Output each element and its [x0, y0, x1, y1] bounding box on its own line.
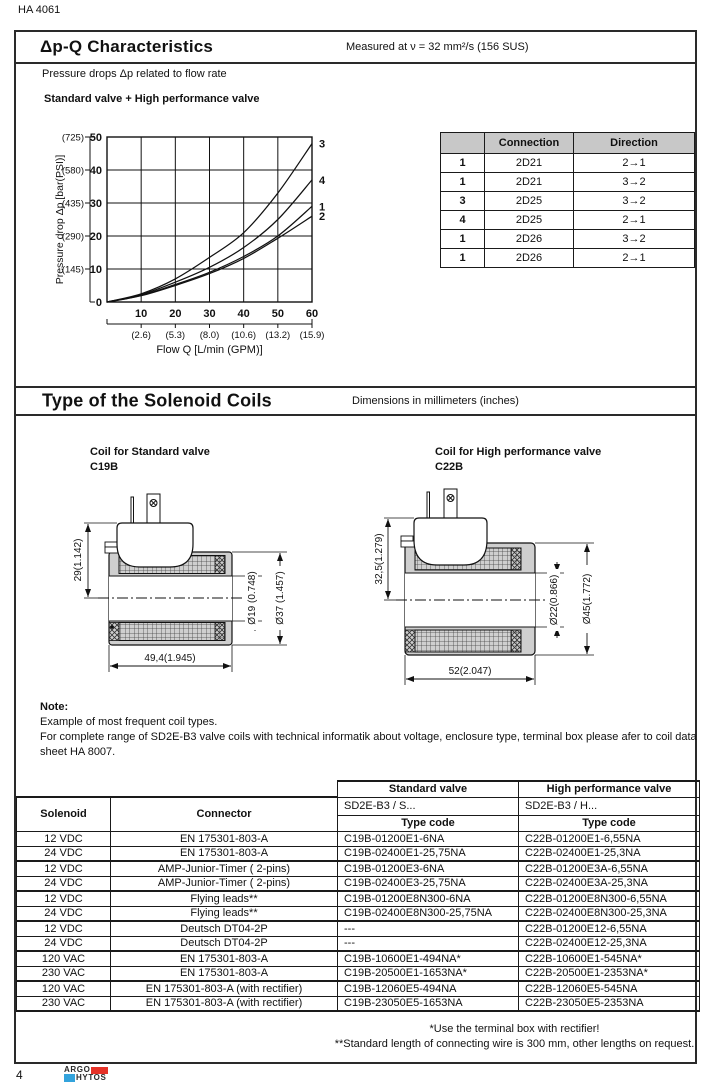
- table-cell: 1: [441, 230, 485, 249]
- page-number: 4: [16, 1068, 23, 1082]
- section1-title: Δp-Q Characteristics: [40, 37, 214, 56]
- svg-text:0: 0: [95, 297, 102, 309]
- table-cell: 3: [441, 192, 485, 211]
- table-row: [17, 891, 700, 906]
- logo-argo-text: ARGO: [64, 1065, 91, 1074]
- coil-standard-drawing: [62, 480, 362, 705]
- table-cell: Type code: [519, 815, 700, 831]
- logo-hytos-text: HYTOS: [76, 1073, 107, 1082]
- table-cell: C22B-20500E1-2353NA*: [519, 966, 700, 981]
- type-prefix-header: SD2E-B3 / S...: [338, 797, 519, 815]
- table-cell: C19B-10600E1-494NA*: [338, 951, 519, 966]
- table-cell: 2D26: [485, 230, 574, 249]
- table-cell: 24 VDC: [17, 846, 111, 861]
- svg-text:60: 60: [305, 308, 319, 320]
- connection-direction-table: [440, 132, 695, 268]
- table-cell: AMP-Junior-Timer ( 2-pins): [111, 876, 338, 891]
- dim-label-inner-dia: Ø22(0.866): [549, 574, 560, 626]
- coil-pin: [131, 497, 134, 524]
- table-cell: C22B-01200E12-6,55NA: [519, 921, 700, 936]
- argo-hytos-logo: [64, 1066, 108, 1082]
- coil-terminal: [444, 489, 457, 520]
- winding-bottom: [415, 630, 521, 652]
- footnote-2: **Standard length of connecting wire is 300 mm, other lengths on request.: [334, 1038, 695, 1050]
- svg-text:30: 30: [89, 198, 102, 210]
- footnotes: [316, 1022, 711, 1052]
- svg-text:30: 30: [203, 308, 216, 320]
- table-cell: C19B-01200E3-6NA: [338, 861, 519, 876]
- page-frame: [14, 30, 697, 1064]
- table-cell: 2D21: [485, 154, 574, 173]
- section1-subtitle: Measured at ν = 32 mm²/s (156 SUS): [346, 41, 529, 53]
- dim-label-length: 49,4(1.945): [144, 653, 196, 664]
- table-cell: C22B-02400E8N300-25,3NA: [519, 906, 700, 921]
- table-cell: EN 175301-803-A: [111, 966, 338, 981]
- column-header: Connector: [111, 797, 338, 831]
- table-cell: ---: [338, 936, 519, 951]
- table-cell: 120 VAC: [17, 981, 111, 996]
- intro-text: Pressure drops Δp related to flow rate: [42, 68, 227, 80]
- table-cell: C22B-02400E3A-25,3NA: [519, 876, 700, 891]
- note-block: [40, 700, 700, 760]
- table-row: [17, 936, 700, 951]
- svg-text:(145): (145): [61, 264, 84, 276]
- dim-label-length: 52(2.047): [448, 666, 492, 677]
- table-row: [441, 211, 695, 230]
- table-cell: EN 175301-803-A: [111, 951, 338, 966]
- svg-text:Pressure drop Δp [bar(PSI)]: Pressure drop Δp [bar(PSI)]: [54, 154, 66, 285]
- table-cell: C19B-02400E1-25,75NA: [338, 846, 519, 861]
- table-cell: C22B-12060E5-545NA: [519, 981, 700, 996]
- svg-text:(8.0): (8.0): [199, 330, 220, 341]
- table-cell: AMP-Junior-Timer ( 2-pins): [111, 861, 338, 876]
- table-cell: C22B-02400E1-25,3NA: [519, 846, 700, 861]
- coil-standard-caption: [90, 445, 210, 475]
- coil-bore: [109, 576, 232, 621]
- table-cell: Type code: [338, 815, 519, 831]
- svg-text:(5.3): (5.3): [165, 330, 186, 341]
- table-cell: 230 VAC: [17, 966, 111, 981]
- table-row: [17, 831, 700, 846]
- connection-table-header: Connection: [485, 133, 574, 154]
- table-row: [441, 192, 695, 211]
- table-row: [17, 981, 700, 996]
- connection-table-header: [441, 133, 485, 154]
- table-row: [441, 154, 695, 173]
- table-cell: C22B-01200E1-6,55NA: [519, 831, 700, 846]
- coil-pin: [427, 492, 430, 520]
- svg-text:10: 10: [135, 308, 148, 320]
- table-cell: 3→2: [574, 173, 695, 192]
- table-cell: 24 VDC: [17, 936, 111, 951]
- note-line1: Example of most frequent coil types.: [40, 716, 218, 728]
- dim-label-inner-dia: Ø19 (0.748): [247, 571, 258, 625]
- section-band-dpq: [16, 32, 695, 64]
- table-cell: ---: [338, 921, 519, 936]
- table-cell: 120 VAC: [17, 951, 111, 966]
- dim-label-outer-dia: Ø45(1.772): [582, 573, 593, 625]
- svg-text:20: 20: [169, 308, 182, 320]
- table-row: [17, 876, 700, 891]
- section2-subtitle: Dimensions in millimeters (inches): [352, 395, 519, 407]
- svg-text:(10.6): (10.6): [231, 330, 257, 341]
- logo-blue-block: [64, 1074, 75, 1082]
- table-row: [17, 861, 700, 876]
- table-cell: 12 VDC: [17, 831, 111, 846]
- coil-terminal: [147, 494, 160, 524]
- table-row: [17, 966, 700, 981]
- table-row: [441, 230, 695, 249]
- table-cell: 4: [441, 211, 485, 230]
- svg-text:1: 1: [319, 201, 326, 214]
- table-cell: 2D21: [485, 173, 574, 192]
- svg-text:(725): (725): [61, 132, 84, 144]
- table-cell: C19B-02400E3-25,75NA: [338, 876, 519, 891]
- table-cell: 24 VDC: [17, 876, 111, 891]
- table-row: [17, 797, 700, 815]
- chart-heading: Standard valve + High performance valve: [44, 93, 260, 105]
- table-cell: Deutsch DT04-2P: [111, 921, 338, 936]
- table-cell: 2→1: [574, 154, 695, 173]
- table-cell: 3→2: [574, 230, 695, 249]
- connection-table-header: Direction: [574, 133, 695, 154]
- coil-standard-caption-text: Coil for Standard valve: [90, 446, 210, 458]
- svg-text:3: 3: [319, 138, 326, 151]
- connection-table-header-row: [441, 133, 695, 154]
- table-cell: C22B-23050E5-2353NA: [519, 996, 700, 1011]
- dim-label-outer-dia: Ø37 (1.457): [275, 571, 286, 625]
- table-cell: C19B-20500E1-1653NA*: [338, 966, 519, 981]
- coil-high-caption-text: Coil for High performance valve: [435, 446, 602, 458]
- doc-number: HA 4061: [18, 4, 61, 16]
- table-cell: C19B-23050E5-1653NA: [338, 996, 519, 1011]
- table-cell: C19B-01200E8N300-6NA: [338, 891, 519, 906]
- table-cell: 2D25: [485, 211, 574, 230]
- svg-text:50: 50: [271, 308, 284, 320]
- valve-group-header: High performance valve: [519, 781, 700, 797]
- svg-text:(2.6): (2.6): [131, 330, 151, 341]
- svg-text:20: 20: [89, 231, 102, 243]
- table-cell: EN 175301-803-A: [111, 846, 338, 861]
- table-cell: C22B-02400E12-25,3NA: [519, 936, 700, 951]
- table-cell: 1: [441, 173, 485, 192]
- note-label: Note:: [40, 701, 69, 713]
- table-cell: C22B-01200E3A-6,55NA: [519, 861, 700, 876]
- table-row: [17, 846, 700, 861]
- table-cell: EN 175301-803-A (with rectifier): [111, 996, 338, 1011]
- dim-label-height: 29(1.142): [73, 538, 84, 582]
- table-cell: [17, 781, 338, 797]
- table-cell: 1: [441, 249, 485, 268]
- svg-text:(290): (290): [61, 231, 84, 243]
- table-row: [441, 249, 695, 268]
- svg-text:10: 10: [89, 264, 102, 276]
- svg-text:Flow Q [L/min (GPM)]: Flow Q [L/min (GPM)]: [156, 344, 263, 356]
- table-cell: EN 175301-803-A: [111, 831, 338, 846]
- svg-text:(580): (580): [61, 165, 84, 177]
- table-row: [17, 996, 700, 1011]
- table-cell: EN 175301-803-A (with rectifier): [111, 981, 338, 996]
- table-cell: 3→2: [574, 192, 695, 211]
- table-cell: 230 VAC: [17, 996, 111, 1011]
- svg-text:(13.2): (13.2): [265, 330, 291, 341]
- table-cell: 12 VDC: [17, 921, 111, 936]
- table-cell: 24 VDC: [17, 906, 111, 921]
- svg-text:40: 40: [237, 308, 250, 320]
- table-cell: Deutsch DT04-2P: [111, 936, 338, 951]
- table-cell: 2→1: [574, 249, 695, 268]
- winding-bottom: [119, 623, 225, 641]
- table-cell: Flying leads**: [111, 891, 338, 906]
- table-cell: 2D25: [485, 192, 574, 211]
- svg-text:4: 4: [319, 174, 326, 187]
- section2-title: Type of the Solenoid Coils: [42, 390, 272, 411]
- dim-label-height: 32,5(1.279): [374, 533, 385, 585]
- table-cell: C19B-12060E5-494NA: [338, 981, 519, 996]
- footnote-1: *Use the terminal box with rectifier!: [429, 1023, 600, 1035]
- table-cell: C19B-01200E1-6NA: [338, 831, 519, 846]
- table-cell: 1: [441, 154, 485, 173]
- type-prefix-header: SD2E-B3 / H...: [519, 797, 700, 815]
- note-line2: For complete range of SD2E-B3 valve coils with technical informatik about voltage, enclosure type, terminal box please afer to coil data sheet HA 8007.: [40, 731, 697, 758]
- table-cell: C22B-01200E8N300-6,55NA: [519, 891, 700, 906]
- table-cell: C22B-10600E1-545NA*: [519, 951, 700, 966]
- svg-text:(435): (435): [61, 198, 84, 210]
- svg-text:50: 50: [89, 132, 102, 144]
- connector-housing: [117, 523, 193, 567]
- table-cell: 2→1: [574, 211, 695, 230]
- coil-high-code: C22B: [435, 461, 464, 473]
- svg-text:(15.9): (15.9): [299, 330, 325, 341]
- table-cell: 2D26: [485, 249, 574, 268]
- table-cell: Flying leads**: [111, 906, 338, 921]
- coil-standard-code: C19B: [90, 461, 119, 473]
- table-row: [17, 906, 700, 921]
- table-row: [441, 173, 695, 192]
- column-header: Solenoid: [17, 797, 111, 831]
- svg-text:40: 40: [89, 165, 102, 177]
- valve-group-header: Standard valve: [338, 781, 519, 797]
- table-cell: 12 VDC: [17, 891, 111, 906]
- table-cell: 12 VDC: [17, 861, 111, 876]
- table-row: [17, 781, 700, 797]
- coil-type-table: [16, 780, 700, 1012]
- coil-high-drawing: [372, 470, 672, 705]
- dpq-chart: [54, 127, 346, 363]
- table-row: [17, 951, 700, 966]
- connector-housing: [414, 518, 487, 565]
- svg-text:2: 2: [319, 211, 326, 224]
- section-band-coils: [16, 386, 695, 416]
- table-row: [17, 921, 700, 936]
- table-cell: C19B-02400E8N300-25,75NA: [338, 906, 519, 921]
